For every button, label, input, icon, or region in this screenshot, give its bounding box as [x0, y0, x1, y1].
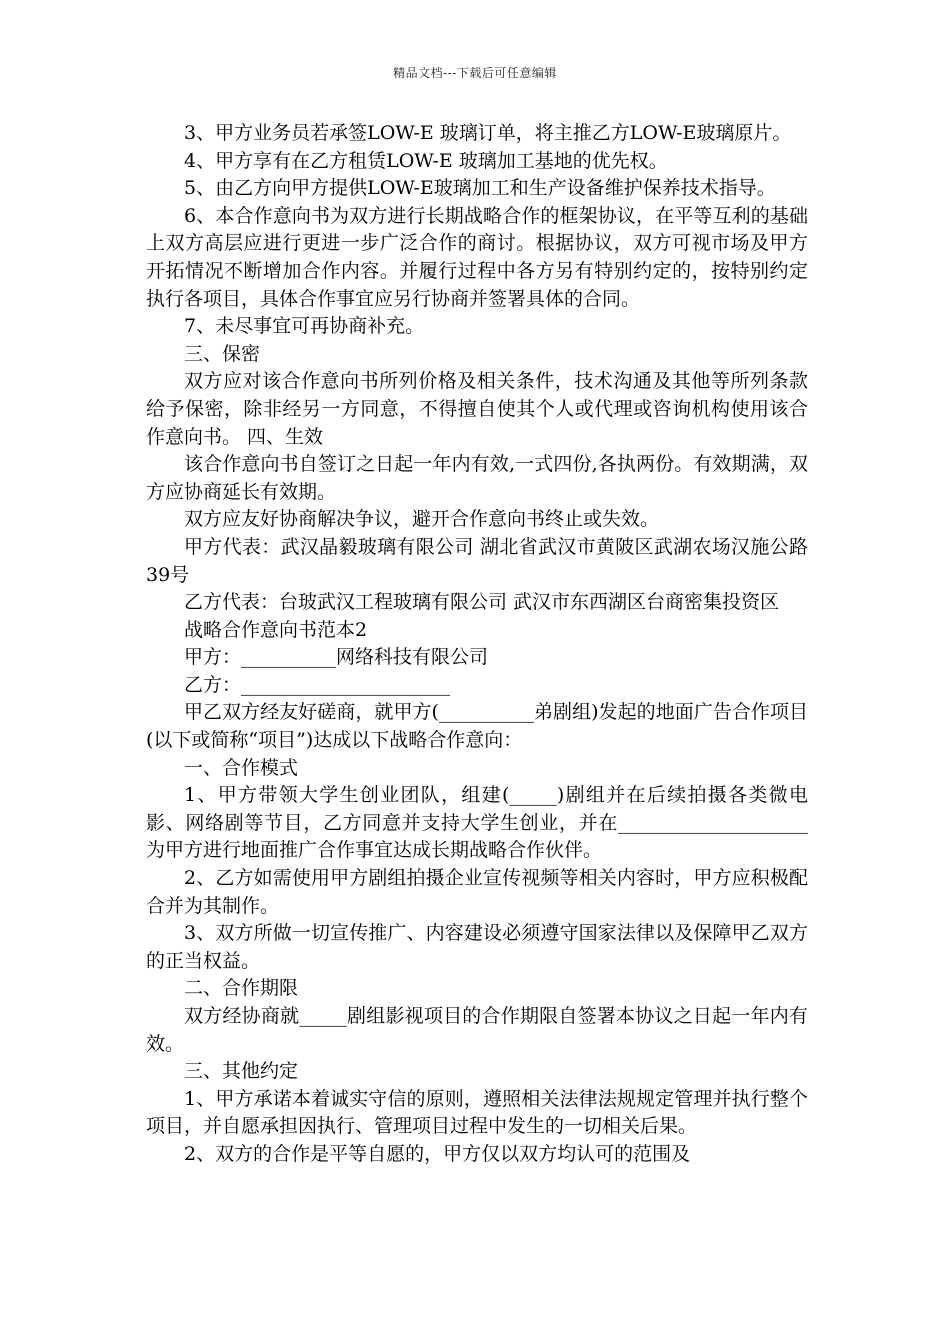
paragraph-mode-3: 3、双方所做一切宣传推广、内容建设必须遵守国家法律以及保障甲乙双方的正当权益。: [146, 922, 808, 972]
paragraph-term: 双方经协商就_____剧组影视项目的合作期限自签署本协议之日起一年内有效。: [146, 1005, 808, 1055]
section-heading-other: 三、其他约定: [184, 1060, 299, 1083]
section-heading-cooperation-mode: 一、合作模式: [184, 756, 299, 779]
page-header: 精品文档---下载后可任意编辑: [393, 66, 557, 80]
document-body: [146, 120, 808, 1169]
paragraph-clause-5: 5、由乙方向甲方提供LOW-E玻璃加工和生产设备维护保养技术指导。: [184, 177, 776, 200]
paragraph-other-2: 2、双方的合作是平等自愿的，甲方仅以双方均认可的范围及: [184, 1142, 691, 1165]
paragraph-confidentiality: 双方应对该合作意向书所列价格及相关条件，技术沟通及其他等所列条款给予保密，除非经另一方同意，不得擅自使其个人或代理或咨询机构使用该合作意向书。 四、生效: [146, 370, 808, 448]
paragraph-clause-7: 7、未尽事宜可再协商补充。: [184, 315, 425, 338]
paragraph-other-1: 1、甲方承诺本着诚实守信的原则，遵照相关法律法规规定管理并执行整个项目，并自愿承担因执行、管理项目过程中发生的一切相关后果。: [146, 1087, 808, 1138]
section-heading-term: 二、合作期限: [184, 977, 299, 1000]
paragraph-mode-2: 2、乙方如需使用甲方剧组拍摄企业宣传视频等相关内容时，甲方应积极配合并为其制作。: [146, 867, 808, 917]
party-b-line: 乙方：______________________: [184, 673, 451, 696]
paragraph-party-a-representative: 甲方代表：武汉晶毅玻璃有限公司 湖北省武汉市黄陂区武湖农场汉施公路39号: [146, 535, 808, 586]
paragraph-disputes: 双方应友好协商解决争议，避开合作意向书终止或失效。: [184, 508, 660, 531]
paragraph-mode-1: 1、甲方带领大学生创业团队，组建(_____)剧组并在后续拍摄各类微电影、网络剧等节目，乙方同意并支持大学生创业，并在____________________为甲方进行地面推广合作事宜达成长期战略合作伙伴。: [146, 784, 808, 862]
paragraph-clause-4: 4、甲方享有在乙方租赁LOW-E 玻璃加工基地的优先权。: [184, 149, 668, 172]
paragraph-party-b-representative: 乙方代表：台玻武汉工程玻璃有限公司 武汉市东西湖区台商密集投资区: [184, 591, 780, 614]
paragraph-intent: 甲乙双方经友好磋商，就甲方(__________弟剧组)发起的地面广告合作项目(以下或简称“项目”)达成以下战略合作意向：: [146, 701, 808, 752]
template-title: 战略合作意向书范本2: [184, 618, 368, 641]
section-heading-confidentiality: 三、保密: [184, 342, 261, 365]
party-a-line: 甲方：__________网络科技有限公司: [184, 646, 489, 669]
paragraph-clause-6: 6、本合作意向书为双方进行长期战略合作的框架协议，在平等互利的基础上双方高层应进行更进一步广泛合作的商讨。根据协议，双方可视市场及甲方开拓情况不断增加合作内容。并履行过程中各方另有特别约定的，按特别约定执行各项目，具体合作事宜应另行协商并签署具体的合同。: [146, 204, 808, 310]
paragraph-validity: 该合作意向书自签订之日起一年内有效,一式四份,各执两份。有效期满，双方应协商延长有效期。: [146, 453, 808, 503]
paragraph-clause-3: 3、甲方业务员若承签LOW-E 玻璃订单，将主推乙方LOW-E玻璃原片。: [184, 122, 792, 144]
